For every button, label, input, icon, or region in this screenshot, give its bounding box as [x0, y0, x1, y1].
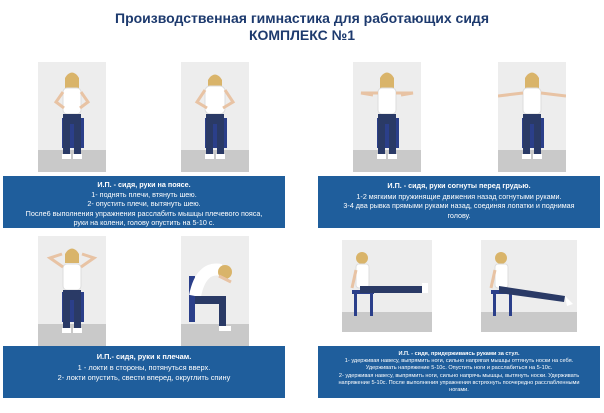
seated-woman-hands-on-waist-illustration: [38, 62, 106, 172]
seated-woman-toes-pointed-illustration: [481, 240, 577, 332]
exercise-1-line: После6 выполнения упражнения расслабить мышцы плечевого пояса,: [25, 208, 263, 218]
exercise-4-line: напряжение 5-10с. После выполнения упражнения встряхнуть поочередно расслабленными: [338, 379, 580, 386]
exercise-2-photo-1: [353, 62, 421, 172]
exercise-4-line: Удерживать напряжение 5-10с. Опустить ноги и расслабиться на 5-10с.: [365, 365, 553, 372]
exercise-4-photo-1: [342, 240, 432, 332]
exercise-2-caption: [318, 176, 600, 228]
exercise-4-heading: И.П. - сидя, придерживаясь руками за стул.: [398, 351, 520, 357]
exercise-4-caption: [318, 346, 600, 398]
seated-woman-shoulders-raised-illustration: [181, 62, 249, 172]
exercise-1-line: 2- опустить плечи, вытянуть шею.: [87, 199, 201, 208]
seated-woman-rounded-back-illustration: [181, 236, 249, 346]
exercise-4-line: 2- удерживая навесу, выпрямить ноги, сильно напрячь мышцы, вытянуть носки. Удерживать: [338, 372, 580, 379]
seated-woman-arms-bent-illustration: [353, 62, 421, 172]
exercise-3-line: 1 - локти в стороны, потянуться вверх.: [77, 363, 211, 372]
seated-woman-hands-to-shoulders-illustration: [38, 236, 106, 346]
exercise-3-photo-2: [181, 236, 249, 346]
exercise-1-line: руки на колени, голову опустить на 5-10 с.: [73, 218, 215, 227]
exercise-1-heading: И.П. - сидя, руки на поясе.: [97, 180, 191, 189]
exercise-1-photo-2: [181, 62, 249, 172]
exercise-2-line: 1-2 мягкими пружинящие движения назад согнутыми руками.: [356, 191, 562, 201]
exercise-2-photo-2: [498, 62, 566, 172]
title-line-1: Производственная гимнастика для работающих сидя: [115, 10, 489, 26]
exercise-3-caption: [3, 346, 285, 398]
seated-woman-arms-spread-illustration: [498, 62, 566, 172]
exercise-2-heading: И.П. - сидя, руки согнуты перед грудью.: [387, 181, 531, 190]
exercise-3-photo-1: [38, 236, 106, 346]
exercise-4-line: ногами.: [449, 387, 469, 394]
page-title: [0, 10, 604, 44]
exercise-1-line: 1- поднять плечи, втянуть шею.: [91, 189, 197, 199]
exercise-3-heading: И.П.- сидя, руки к плечам.: [96, 352, 192, 361]
exercise-1-photo-1: [38, 62, 106, 172]
exercise-3-line: 2- локти опустить, свести вперед, округлить спину: [57, 373, 231, 382]
exercise-2-line: 3-4 два рывка прямыми руками назад, соединяя лопатки и поднимая: [343, 201, 575, 210]
exercise-4-line: 1- удерживая навесу, выпрямить ноги, сильно напрягая мышцы оттянуть носки на себя.: [344, 358, 574, 365]
exercise-2-line: голову.: [447, 210, 471, 220]
seated-woman-legs-extended-illustration: [342, 240, 432, 332]
exercise-1-caption: [3, 176, 285, 228]
exercise-4-photo-2: [481, 240, 577, 332]
title-line-2: КОМПЛЕКС №1: [248, 27, 356, 43]
